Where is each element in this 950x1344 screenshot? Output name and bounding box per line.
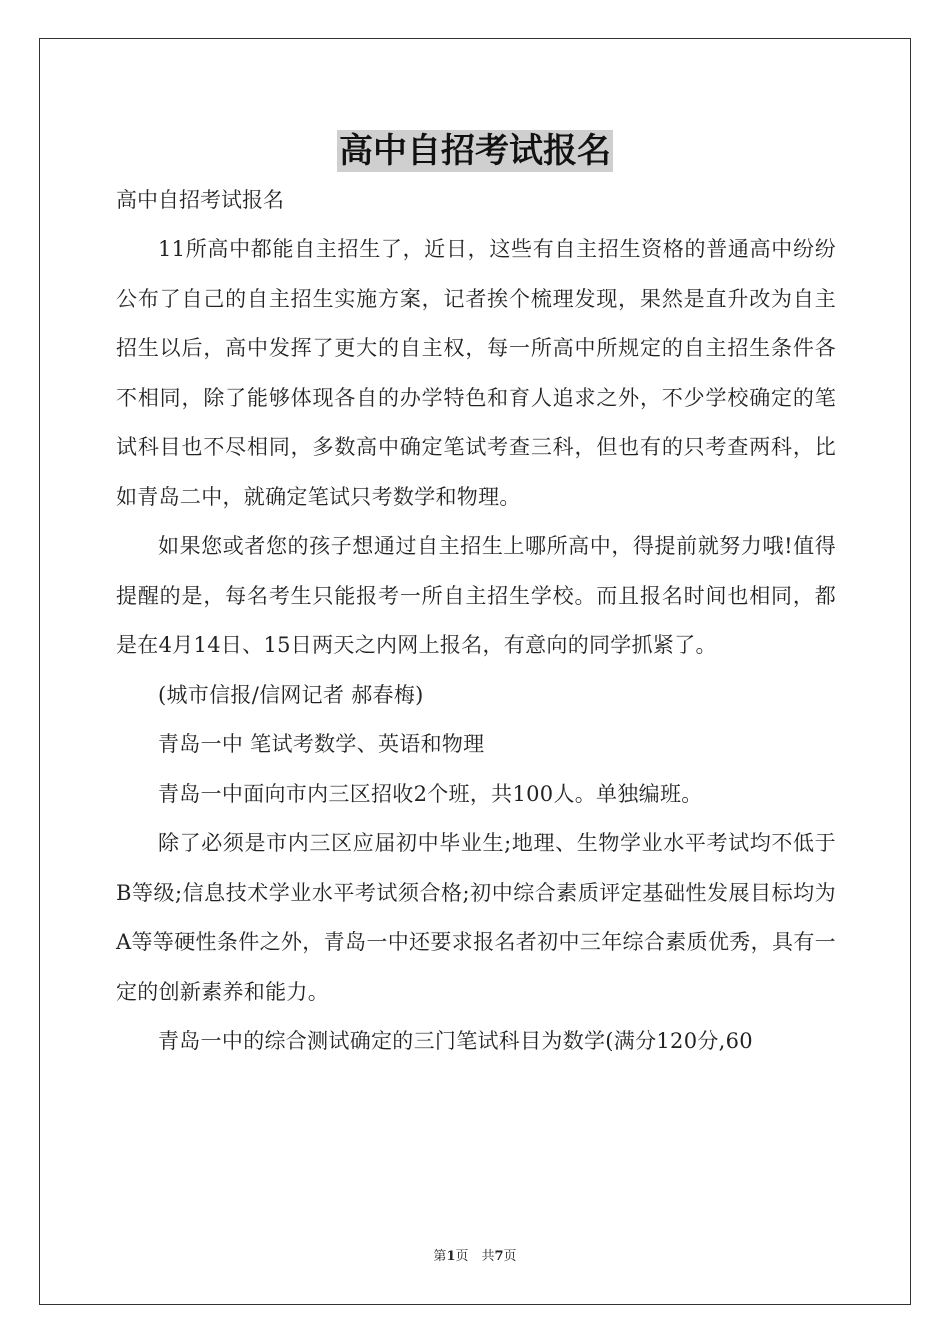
page-total: 7 [494,1249,504,1264]
paragraph-reminder: 如果您或者您的孩子想通过自主招生上哪所高中，得提前就努力哦!值得提醒的是，每名考生只能报考一所自主招生学校。而且报名时间也相同，都是在4月14日、15日两天之内网上报名，有意向的同学抓紧了。 [116,534,836,657]
document-title: 高中自招考试报名 [339,131,611,171]
document-body [116,175,836,1067]
paragraph-requirements: 除了必须是市内三区应届初中毕业生;地理、生物学业水平考试均不低于B等级;信息技术学业水平考试须合格;初中综合素质评定基础性发展目标均为A等等硬性条件之外，青岛一中还要求报名者初中三年综合素质优秀，具有一定的创新素养和能力。 [116,831,836,1004]
document-subtitle: 高中自招考试报名 [116,188,284,212]
paragraph-section-heading: 青岛一中 笔试考数学、英语和物理 [158,732,485,756]
paragraph-source: (城市信报/信网记者 郝春梅) [158,682,424,707]
page-mid: 页 共 [455,1249,495,1264]
page-suffix: 页 [503,1249,517,1264]
page-footer [0,1245,950,1264]
paragraph-enrollment: 青岛一中面向市内三区招收2个班，共100人。单独编班。 [158,781,703,806]
paragraph-intro: 11所高中都能自主招生了，近日，这些有自主招生资格的普通高中纷纷公布了自己的自主招生实施方案，记者挨个梳理发现，果然是直升改为自主招生以后，高中发挥了更大的自主权，每一所高中所规定的自主招生条件各不相同，除了能够体现各自的办学特色和育人追求之外，不少学校确定的笔试科目也不尽相同，多数高中确定笔试考查三科，但也有的只考查两科，比如青岛二中，就确定笔试只考数学和物理。 [116,237,836,509]
title-container [0,130,950,172]
page-prefix: 第 [433,1249,447,1264]
page-current: 1 [446,1249,456,1264]
paragraph-exam-subjects: 青岛一中的综合测试确定的三门笔试科目为数学(满分120分,60 [158,1029,753,1053]
